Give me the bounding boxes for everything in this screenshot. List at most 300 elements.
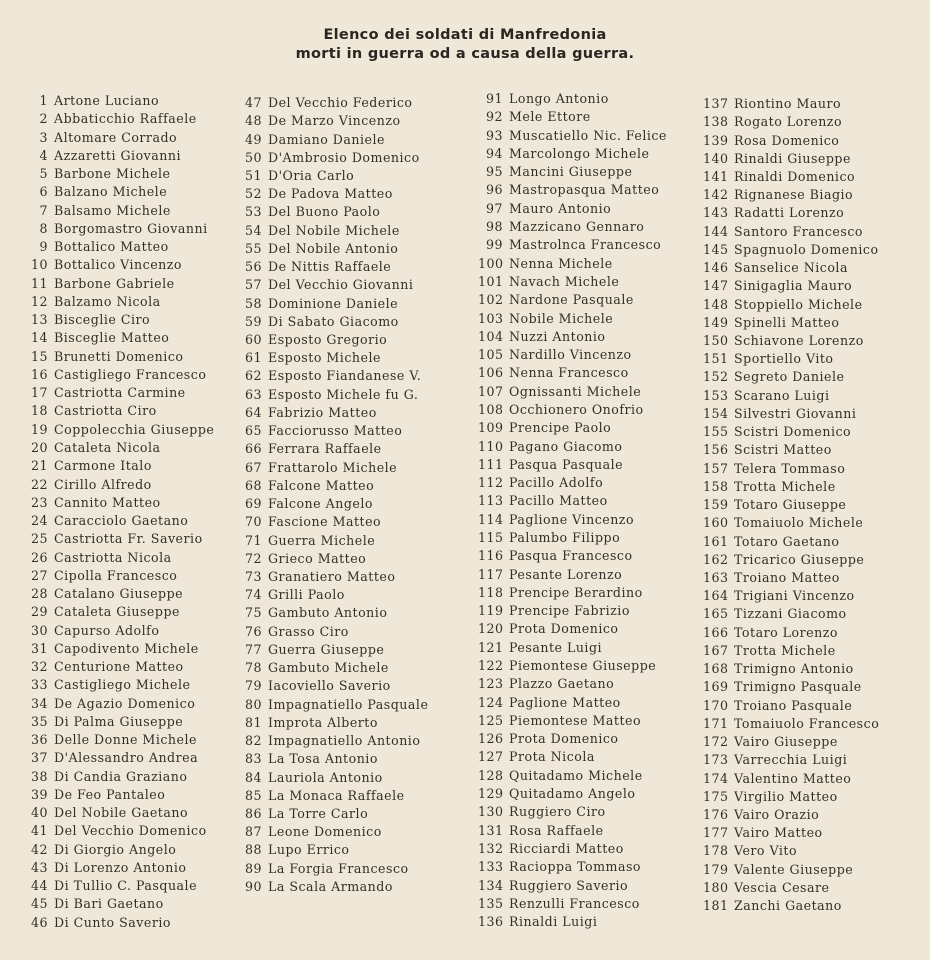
entry-number: 89 <box>244 860 262 876</box>
list-item <box>30 568 177 584</box>
list-item <box>242 405 377 421</box>
list-item <box>30 367 206 383</box>
entry-number: 167 <box>703 642 729 658</box>
soldier-name: De Padova Matteo <box>268 186 393 202</box>
entry-number: 133 <box>478 859 504 875</box>
list-item <box>242 496 373 512</box>
soldier-name: Mazzicano Gennaro <box>509 219 645 234</box>
soldier-name: Nenna Michele <box>509 255 613 271</box>
soldier-name: Del Vecchio Federico <box>268 95 413 110</box>
soldier-name: Di Cunto Saverio <box>54 914 171 930</box>
list-item <box>478 548 633 564</box>
list-item <box>478 475 603 491</box>
soldier-name: Silvestri Giovanni <box>734 405 857 421</box>
soldier-name: D'Oria Carlo <box>268 167 355 183</box>
entry-number: 20 <box>30 439 48 455</box>
list-item <box>30 184 167 200</box>
soldier-name: Prota Domenico <box>509 621 619 637</box>
soldier-name: Bisceglie Matteo <box>54 330 170 346</box>
soldier-name: Abbaticchio Raffaele <box>54 111 197 127</box>
entry-number: 68 <box>244 477 262 493</box>
list-item <box>30 896 164 912</box>
list-item <box>478 804 606 820</box>
soldier-name: Muscatiello Nic. Felice <box>509 127 667 143</box>
entry-number: 148 <box>703 296 729 312</box>
list-item <box>30 312 150 328</box>
soldier-name: D'Ambrosio Domenico <box>268 149 420 165</box>
list-item <box>30 130 177 146</box>
soldier-name: Telera Tommaso <box>734 460 846 476</box>
soldier-name: Renzulli Francesco <box>509 895 640 911</box>
entry-number: 18 <box>30 403 48 419</box>
entry-number: 51 <box>244 167 262 183</box>
soldier-name: Ruggiero Ciro <box>509 804 606 820</box>
entry-number: 147 <box>703 278 729 294</box>
soldier-name: Sinigaglia Mauro <box>734 278 853 294</box>
soldier-name: Improta Alberto <box>268 714 378 730</box>
list-item <box>242 569 395 585</box>
entry-number: 138 <box>703 114 729 130</box>
entry-number: 150 <box>703 333 729 348</box>
soldier-name: Capodivento Michele <box>54 640 199 656</box>
list-item <box>242 642 384 658</box>
list-item <box>703 643 836 659</box>
entry-number: 114 <box>478 511 504 527</box>
list-item <box>703 406 856 422</box>
list-item <box>242 387 418 403</box>
entry-number: 16 <box>30 366 48 382</box>
entry-number: 1 <box>39 93 48 108</box>
list-item <box>703 424 851 440</box>
soldier-name: Facciorusso Matteo <box>268 423 403 439</box>
entry-number: 76 <box>244 623 262 639</box>
list-item <box>30 823 207 839</box>
soldier-name: Falcone Matteo <box>268 477 375 493</box>
soldier-name: Virgilio Matteo <box>734 788 838 804</box>
entry-number: 93 <box>485 127 503 143</box>
soldier-name: Capurso Adolfo <box>54 622 160 638</box>
list-item <box>478 768 643 784</box>
soldier-name: Castigliego Francesco <box>54 366 207 382</box>
soldier-name: Balzano Michele <box>54 184 168 200</box>
entry-number: 2 <box>39 111 48 127</box>
entry-number: 22 <box>30 476 48 492</box>
entry-number: 21 <box>30 458 48 474</box>
entry-number: 42 <box>30 841 48 857</box>
entry-number: 170 <box>703 697 729 713</box>
list-item <box>703 752 847 768</box>
entry-number: 63 <box>244 386 262 402</box>
list-item <box>30 586 183 602</box>
entry-number: 128 <box>478 767 504 783</box>
entry-number: 10 <box>30 257 48 273</box>
entry-number: 153 <box>703 387 729 403</box>
entry-number: 24 <box>30 513 48 528</box>
soldier-name: Grilli Paolo <box>268 587 345 603</box>
soldier-name: Trimigno Pasquale <box>734 679 862 695</box>
list-item <box>703 388 830 404</box>
title-line-1: Elenco dei soldati di Manfredonia <box>323 27 607 43</box>
soldier-name: Brunetti Domenico <box>54 348 184 364</box>
entry-number: 52 <box>244 186 262 202</box>
soldier-name: Spinelli Matteo <box>734 314 840 330</box>
entry-number: 47 <box>244 95 262 110</box>
soldier-name: Ruggiero Saverio <box>509 877 629 893</box>
soldier-name: Nobile Michele <box>509 310 614 326</box>
entry-number: 83 <box>244 751 262 767</box>
entry-number: 156 <box>703 442 729 458</box>
entry-number: 101 <box>478 273 504 289</box>
soldier-name: Di Candia Graziano <box>54 768 188 784</box>
entry-number: 160 <box>703 515 729 531</box>
soldier-name: La Forgia Francesco <box>268 860 409 876</box>
soldier-name: Pesante Lorenzo <box>509 566 623 582</box>
list-item <box>478 749 595 765</box>
list-item <box>242 697 428 713</box>
entry-number: 7 <box>39 202 48 218</box>
list-item <box>30 349 183 365</box>
list-item <box>242 204 380 220</box>
soldier-name: Castriotta Nicola <box>54 549 172 565</box>
entry-number: 106 <box>478 365 504 381</box>
soldier-name: Castriotta Carmine <box>54 385 186 401</box>
soldier-name: Paglione Matteo <box>509 694 621 710</box>
list-item <box>30 769 187 785</box>
entry-number: 61 <box>244 350 262 366</box>
entry-number: 151 <box>703 351 729 367</box>
list-item <box>30 787 165 803</box>
entry-number: 9 <box>39 239 48 255</box>
soldier-name: De Feo Pantaleo <box>54 786 166 802</box>
list-item <box>703 625 838 641</box>
list-item <box>478 658 656 674</box>
list-item <box>478 914 597 930</box>
entry-number: 36 <box>30 732 48 748</box>
list-item <box>703 679 862 695</box>
list-item <box>242 879 393 895</box>
soldier-name: Vairo Giuseppe <box>734 734 838 750</box>
entry-number: 149 <box>703 314 729 330</box>
entry-number: 81 <box>244 714 262 730</box>
soldier-name: Pagano Giacomo <box>509 438 623 454</box>
entry-number: 166 <box>703 624 729 640</box>
list-item <box>242 733 420 749</box>
entry-number: 69 <box>244 496 262 512</box>
list-item <box>242 314 399 330</box>
soldier-name: Lupo Errico <box>268 842 350 858</box>
entry-number: 165 <box>703 606 729 622</box>
soldier-name: Cipolla Francesco <box>54 567 178 583</box>
entry-number: 102 <box>478 292 504 308</box>
list-item <box>703 716 879 732</box>
list-item <box>703 205 844 221</box>
soldier-name: Di Tullio C. Pasquale <box>54 878 198 894</box>
soldier-name: Longo Antonio <box>509 91 609 106</box>
entry-number: 33 <box>30 677 48 693</box>
list-item <box>30 148 181 164</box>
entry-number: 5 <box>39 166 48 181</box>
entry-number: 110 <box>478 438 504 454</box>
entry-number: 17 <box>30 385 48 401</box>
entry-number: 43 <box>30 859 48 875</box>
list-item <box>703 479 836 495</box>
list-item <box>703 880 829 896</box>
soldier-name: Tricarico Giuseppe <box>734 551 865 567</box>
list-item <box>242 460 397 476</box>
list-item <box>242 423 402 439</box>
list-item <box>242 186 393 202</box>
entry-number: 123 <box>478 676 504 692</box>
list-item <box>30 294 161 310</box>
entry-number: 117 <box>478 566 504 582</box>
entry-number: 26 <box>30 549 48 565</box>
entry-number: 4 <box>39 147 48 163</box>
soldier-name: La Tosa Antonio <box>268 751 378 767</box>
entry-number: 179 <box>703 861 729 877</box>
list-item <box>478 292 634 308</box>
entry-number: 108 <box>478 401 504 417</box>
list-item <box>242 806 368 822</box>
entry-number: 122 <box>478 658 504 673</box>
entry-number: 32 <box>30 659 48 675</box>
entry-number: 111 <box>478 456 504 472</box>
list-item <box>242 296 398 312</box>
entry-number: 50 <box>244 149 262 165</box>
soldier-name: Esposto Gregorio <box>268 332 388 347</box>
soldier-name: Barbone Gabriele <box>54 275 175 291</box>
list-item <box>242 788 405 804</box>
entry-number: 39 <box>30 786 48 802</box>
soldier-name: Tomaiuolo Michele <box>734 515 864 531</box>
entry-number: 112 <box>478 475 504 491</box>
soldier-name: Frattarolo Michele <box>268 459 398 475</box>
soldier-name: Balzamo Nicola <box>54 293 161 309</box>
soldier-name: Trigiani Vincenzo <box>734 588 855 604</box>
soldier-name: Plazzo Gaetano <box>509 676 615 692</box>
list-item <box>242 861 409 877</box>
soldier-name: Bisceglie Ciro <box>54 312 151 328</box>
list-item <box>242 587 345 603</box>
soldier-name: Centurione Matteo <box>54 659 184 675</box>
entry-number: 80 <box>244 696 262 712</box>
list-item <box>242 168 354 184</box>
list-item <box>703 552 864 568</box>
entry-number: 72 <box>244 550 262 566</box>
soldier-name: Vero Vito <box>734 843 798 859</box>
soldier-name: Rignanese Biagio <box>734 187 854 203</box>
entry-number: 145 <box>703 241 729 257</box>
list-item <box>478 256 613 272</box>
entry-number: 91 <box>485 91 503 106</box>
entry-number: 168 <box>703 661 729 677</box>
entry-number: 127 <box>478 749 504 765</box>
soldier-name: Del Vecchio Domenico <box>54 823 207 839</box>
soldier-name: De Agazio Domenico <box>54 695 196 711</box>
list-item <box>478 109 591 125</box>
list-item <box>242 350 381 366</box>
list-item <box>30 550 172 566</box>
soldier-name: Esposto Michele fu G. <box>268 386 419 402</box>
entry-number: 118 <box>478 584 504 600</box>
entry-number: 131 <box>478 822 504 838</box>
list-item <box>30 750 198 766</box>
list-item <box>478 329 606 345</box>
entry-number: 49 <box>244 131 262 147</box>
soldier-name: Leone Domenico <box>268 824 382 840</box>
soldier-name: Ferrara Raffaele <box>268 441 382 457</box>
soldier-name: Mauro Antonio <box>509 200 612 216</box>
list-item <box>478 91 609 107</box>
entry-number: 85 <box>244 787 262 803</box>
entry-number: 113 <box>478 493 504 509</box>
soldier-name: Guerra Michele <box>268 532 376 548</box>
soldier-name: Prota Domenico <box>509 731 619 747</box>
soldier-name: Sanselice Nicola <box>734 260 848 276</box>
entry-number: 62 <box>244 368 262 384</box>
soldier-name: Esposto Michele <box>268 350 381 366</box>
list-item <box>478 859 641 875</box>
entry-number: 152 <box>703 369 729 385</box>
list-item <box>242 241 398 257</box>
soldier-name: Mele Ettore <box>509 109 591 125</box>
soldier-name: Fabrizio Matteo <box>268 404 377 420</box>
list-item <box>30 385 186 401</box>
entry-number: 163 <box>703 570 729 585</box>
entry-number: 92 <box>485 109 503 125</box>
soldier-name: Damiano Daniele <box>268 131 385 147</box>
soldier-name: Sportiello Vito <box>734 351 834 367</box>
soldier-name: Borgomastro Giovanni <box>54 220 208 236</box>
soldier-name: Del Nobile Gaetano <box>54 805 189 821</box>
entry-number: 8 <box>39 220 48 236</box>
soldier-name: Marcolongo Michele <box>509 145 650 161</box>
list-item <box>242 332 387 348</box>
entry-number: 96 <box>485 182 503 198</box>
list-item <box>703 151 851 167</box>
list-item <box>703 351 834 367</box>
list-item <box>478 713 641 729</box>
list-item <box>478 621 619 637</box>
list-item <box>30 458 152 474</box>
soldier-name: Cirillo Alfredo <box>54 476 152 492</box>
soldier-name: Nardone Pasquale <box>509 292 634 308</box>
entry-number: 103 <box>478 310 504 326</box>
entry-number: 88 <box>244 842 262 858</box>
entry-number: 125 <box>478 712 504 728</box>
entry-number: 134 <box>478 877 504 893</box>
soldier-name: Quitadamo Michele <box>509 767 643 783</box>
list-item <box>478 731 619 747</box>
entry-number: 59 <box>244 313 262 329</box>
list-item <box>242 751 378 767</box>
list-item <box>478 402 644 418</box>
soldier-name: Totaro Giuseppe <box>734 497 847 513</box>
entry-number: 38 <box>30 768 48 784</box>
soldier-name: Nardillo Vincenzo <box>509 347 632 363</box>
entry-number: 130 <box>478 804 504 820</box>
list-item <box>30 221 208 237</box>
list-item <box>703 333 864 349</box>
list-item <box>478 493 608 509</box>
list-item <box>703 133 839 149</box>
soldier-name: Prencipe Berardino <box>509 584 643 600</box>
entry-number: 56 <box>244 259 262 275</box>
soldier-name: Granatiero Matteo <box>268 569 396 584</box>
soldier-name: Cannito Matteo <box>54 494 161 510</box>
entry-number: 107 <box>478 383 504 399</box>
list-item <box>30 93 159 109</box>
entry-number: 109 <box>478 420 504 436</box>
entry-number: 57 <box>244 277 262 293</box>
soldier-name: Mancini Giuseppe <box>509 164 633 180</box>
entry-number: 136 <box>478 914 504 929</box>
list-item <box>478 841 624 857</box>
entry-number: 70 <box>244 514 262 530</box>
soldier-name: Vairo Matteo <box>734 825 823 841</box>
soldier-name: Stoppiello Michele <box>734 296 863 312</box>
entry-number: 28 <box>30 586 48 601</box>
entry-number: 139 <box>703 132 729 148</box>
soldier-name: Schiavone Lorenzo <box>734 333 864 348</box>
entry-number: 11 <box>30 275 48 291</box>
list-item <box>478 603 630 619</box>
soldier-name: Di Palma Giuseppe <box>54 713 184 729</box>
soldier-name: La Torre Carlo <box>268 806 369 821</box>
entry-number: 84 <box>244 769 262 785</box>
soldier-name: Piemontese Matteo <box>509 712 642 728</box>
soldier-name: La Scala Armando <box>268 878 393 894</box>
soldier-name: Del Vecchio Giovanni <box>268 277 414 293</box>
entry-number: 64 <box>244 404 262 420</box>
list-item <box>30 878 197 894</box>
soldier-name: Delle Donne Michele <box>54 732 197 748</box>
entry-number: 71 <box>244 532 262 548</box>
soldier-name: Pacillo Adolfo <box>509 475 604 491</box>
entry-number: 143 <box>703 205 729 221</box>
list-item <box>703 734 838 750</box>
list-item <box>478 182 659 198</box>
entry-number: 65 <box>244 423 262 439</box>
list-item <box>703 771 851 787</box>
soldier-name: Dominione Daniele <box>268 295 399 311</box>
soldier-name: Rinaldi Domenico <box>734 168 856 184</box>
list-item <box>478 457 623 473</box>
soldier-name: Bottalico Vincenzo <box>54 257 183 273</box>
list-item <box>478 786 635 802</box>
entry-number: 82 <box>244 733 262 749</box>
list-item <box>703 96 841 112</box>
entry-number: 140 <box>703 150 729 166</box>
list-item <box>478 530 620 546</box>
list-item <box>478 640 602 656</box>
list-item <box>30 111 197 127</box>
title-line-2: morti in guerra od a causa della guerra. <box>295 46 635 62</box>
entry-number: 53 <box>244 204 262 220</box>
list-item <box>703 534 839 550</box>
soldier-name: D'Alessandro Andrea <box>54 750 199 766</box>
list-item <box>478 219 644 235</box>
soldier-name: Tizzani Giacomo <box>734 606 847 622</box>
list-item <box>703 442 832 458</box>
list-item <box>478 878 628 894</box>
entry-number: 45 <box>30 896 48 912</box>
list-item <box>703 297 863 313</box>
entry-number: 79 <box>244 678 262 694</box>
soldier-name: Catalano Giuseppe <box>54 586 184 601</box>
list-item <box>478 274 619 290</box>
entry-number: 77 <box>244 641 262 657</box>
list-item <box>703 224 863 240</box>
